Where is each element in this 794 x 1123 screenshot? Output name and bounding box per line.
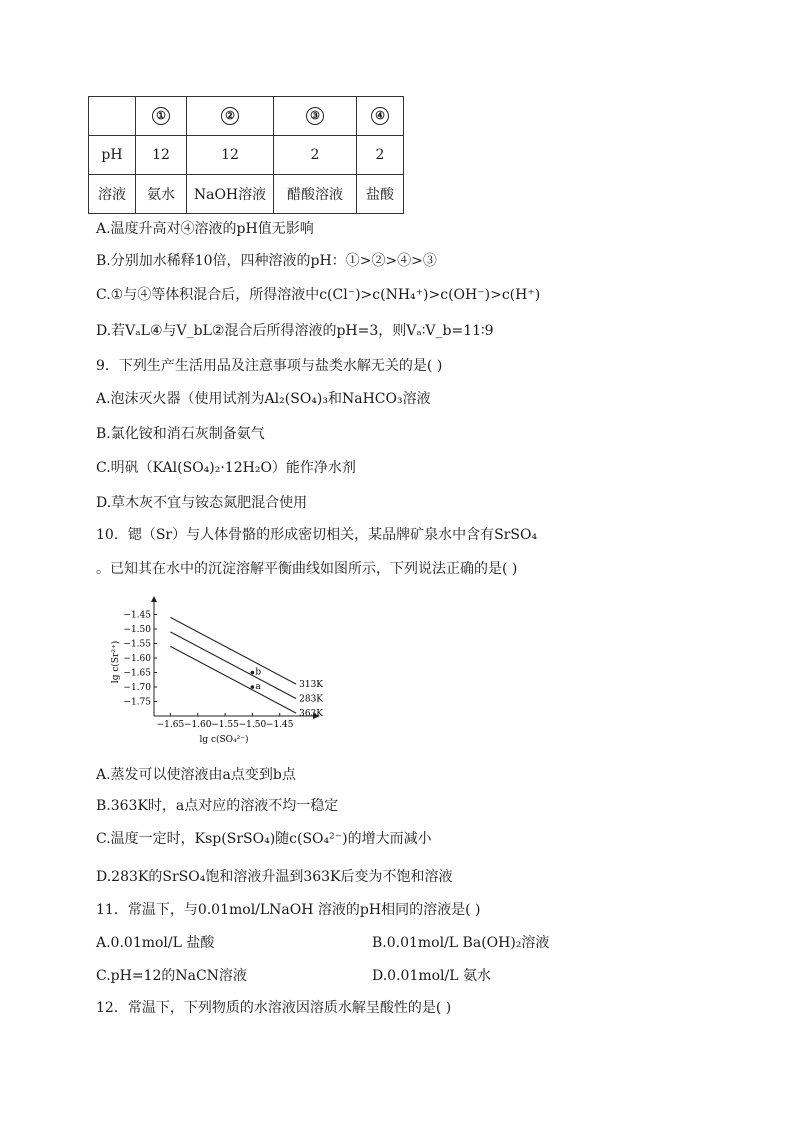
table-cell: 盐酸 (357, 175, 404, 214)
series-line-363K (170, 646, 296, 713)
series-label: 313K (299, 680, 324, 691)
q10-option-c: C.温度一定时，Ksp(SrSO₄)随c(SO₄²⁻)的增大而减小 (96, 831, 432, 847)
table-cell (357, 97, 404, 136)
y-ticks (123, 611, 157, 708)
q10-option-a: A.蒸发可以使溶液由a点变到b点 (96, 767, 296, 783)
q11-option-a: A.0.01mol/L 盐酸 (96, 935, 215, 951)
y-tick-label: −1.50 (123, 625, 151, 635)
x-axis-label: lg c(SO₄²⁻) (199, 735, 249, 745)
table-cell: NaOH溶液 (187, 175, 274, 214)
circled-number: ② (221, 107, 239, 125)
y-axis-label: lg c(Sr²⁺) (111, 640, 121, 684)
q8-option-a: A.温度升高对④溶液的pH值无影响 (96, 221, 314, 237)
y-tick-label: −1.55 (123, 639, 151, 650)
circled-number: ③ (306, 107, 324, 125)
table-cell: 溶液 (89, 175, 136, 214)
table-cell: pH (89, 136, 136, 175)
q11-option-d: D.0.01mol/L 氨水 (372, 968, 491, 984)
circled-number: ① (152, 107, 170, 125)
series-line-313K (170, 617, 296, 684)
table-cell: 12 (187, 136, 274, 175)
table-cell (89, 97, 136, 136)
x-tick-label: −1.65 (156, 720, 185, 730)
table-cell: 2 (274, 136, 357, 175)
table-cell (136, 97, 187, 136)
q11-option-b: B.0.01mol/L Ba(OH)₂溶液 (372, 935, 550, 951)
table-header-row (89, 97, 404, 136)
table-row (89, 136, 404, 175)
point-a (251, 685, 255, 689)
x-tick-label: −1.55 (211, 720, 239, 730)
circled-number: ④ (371, 107, 389, 125)
point-label: b (255, 667, 262, 678)
point-label: a (255, 682, 261, 692)
y-tick-label: −1.60 (123, 654, 151, 664)
q9-stem: 9．下列生产生活用品及注意事项与盐类水解无关的是( ) (96, 358, 443, 374)
q8-option-c: C.①与④等体积混合后，所得溶液中c(Cl⁻)>c(NH₄⁺)>c(OH⁻)>c(H⁺) (96, 287, 541, 303)
q9-option-b: B.氯化铵和消石灰制备氨气 (96, 426, 265, 442)
q9-option-c: C.明矾（KAl(SO₄)₂·12H₂O）能作净水剂 (96, 460, 356, 476)
q12-stem: 12．常温下，下列物质的水溶液因溶质水解呈酸性的是( ) (96, 1000, 452, 1016)
y-tick-label: −1.45 (123, 610, 151, 621)
ph-table (88, 96, 404, 214)
y-tick-label: −1.65 (123, 668, 151, 679)
series-label: 363K (299, 709, 324, 720)
q10-stem-line1: 10．锶（Sr）与人体骨骼的形成密切相关，某品牌矿泉水中含有SrSO₄ (96, 527, 538, 543)
point-b (251, 671, 255, 675)
table-cell: 氨水 (136, 175, 187, 214)
q10-option-d: D.283K的SrSO₄饱和溶液升温到363K后变为不饱和溶液 (96, 869, 453, 885)
q9-option-a: A.泡沫灭火器（使用试剂为Al₂(SO₄)₃和NaHCO₃溶液 (96, 391, 431, 407)
series-line-283K (170, 632, 296, 699)
q9-option-d: D.草木灰不宜与铵态氮肥混合使用 (96, 495, 308, 511)
table-cell (274, 97, 357, 136)
q11-option-c: C.pH=12的NaCN溶液 (96, 968, 247, 984)
q8-option-d: D.若VₐL④与V_bL②混合后所得溶液的pH=3，则Vₐ∶V_b=11∶9 (96, 323, 494, 339)
y-tick-label: −1.75 (123, 697, 151, 708)
series-label: 283K (299, 694, 324, 705)
table-cell (187, 97, 274, 136)
table-cell: 醋酸溶液 (274, 175, 357, 214)
table-cell: 12 (136, 136, 187, 175)
chart-series (170, 617, 323, 719)
table-row (89, 175, 404, 214)
chart-axes (151, 596, 320, 719)
y-axis-arrow (151, 596, 157, 602)
x-tick-label: −1.45 (265, 720, 294, 730)
q8-option-b: B.分别加水稀释10倍，四种溶液的pH：①>②>④>③ (96, 253, 437, 269)
q11-stem: 11．常温下，与0.01mol/LNaOH 溶液的pH相同的溶液是( ) (96, 902, 481, 918)
x-tick-label: −1.60 (183, 720, 212, 730)
q10-stem-line2: 。已知其在水中的沉淀溶解平衡曲线如图所示，下列说法正确的是( ) (96, 561, 518, 577)
table-cell: 2 (357, 136, 404, 175)
y-tick-label: −1.70 (123, 683, 151, 693)
x-tick-label: −1.50 (238, 720, 267, 730)
solubility-chart (108, 592, 330, 752)
q10-option-b: B.363K时，a点对应的溶液不均一稳定 (96, 798, 339, 814)
